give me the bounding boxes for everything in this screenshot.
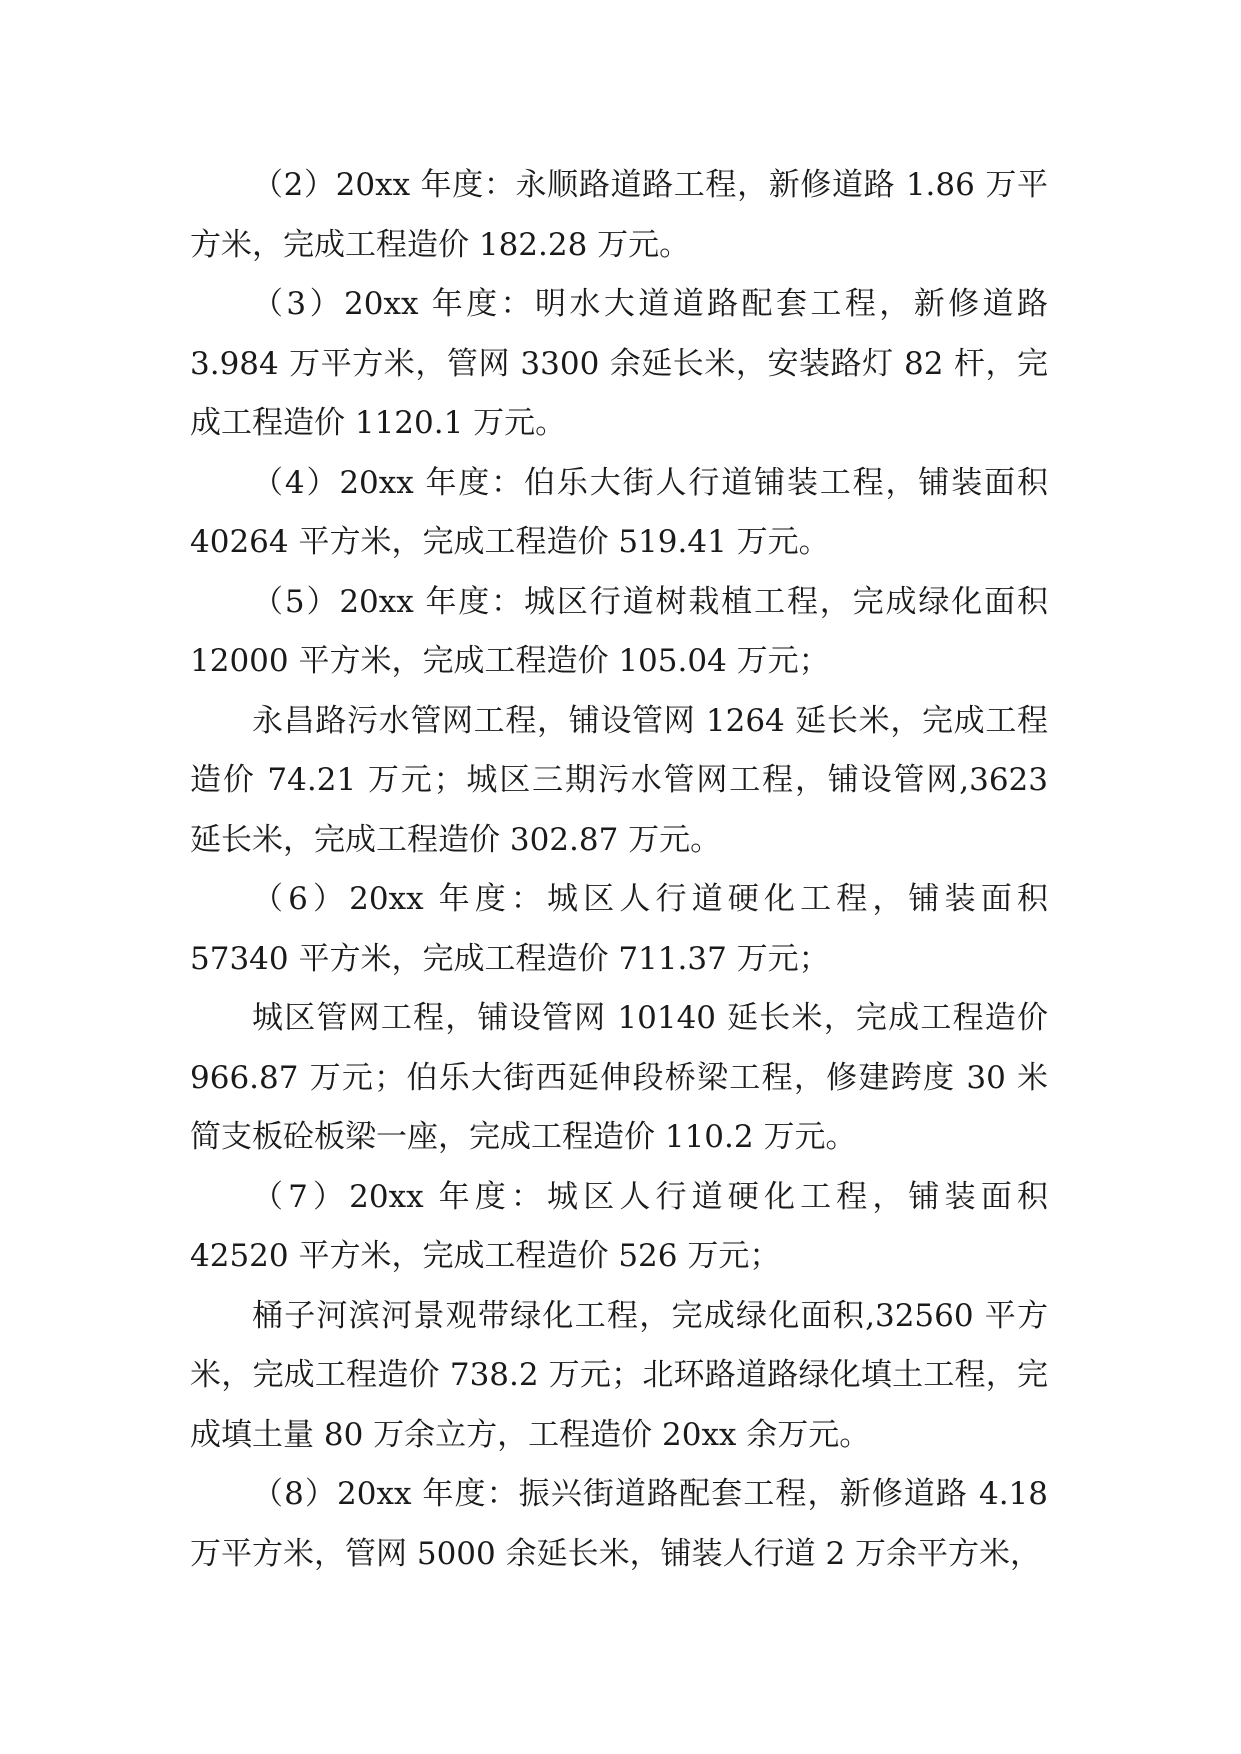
paragraph-item-2: （2）20xx 年度：永顺路道路工程，新修道路 1.86 万平方米，完成工程造价 182.28 万元。 (190, 167, 1048, 263)
paragraph-item-6-continued: 城区管网工程，铺设管网 10140 延长米，完成工程造价 966.87 万元；伯乐大街西延伸段桥梁工程，修建跨度 30 米简支板砼板梁一座，完成工程造价 110.2 万元。 (190, 1000, 1048, 1155)
paragraph-item-4: （4）20xx 年度：伯乐大街人行道铺装工程，铺装面积 40264 平方米，完成工程造价 519.41 万元。 (190, 464, 1048, 560)
paragraph-item-7: （7）20xx 年度：城区人行道硬化工程，铺装面积 42520 平方米，完成工程造价 526 万元； (190, 1178, 1048, 1274)
paragraph-item-5-continued: 永昌路污水管网工程，铺设管网 1264 延长米，完成工程造价 74.21 万元；城区三期污水管网工程，铺设管网,3623 延长米，完成工程造价 302.87 万元。 (190, 702, 1048, 858)
paragraph-item-5: （5）20xx 年度：城区行道树栽植工程，完成绿化面积 12000 平方米，完成工程造价 105.04 万元； (190, 583, 1048, 679)
paragraph-item-7-continued: 桶子河滨河景观带绿化工程，完成绿化面积,32560 平方米，完成工程造价 738.2 万元；北环路道路绿化填土工程，完成填土量 80 万余立方，工程造价 20xx 余万元。 (190, 1297, 1048, 1453)
paragraph-item-8: （8）20xx 年度：振兴街道路配套工程，新修道路 4.18 万平方米，管网 5000 余延长米，铺装人行道 2 万余平方米， (190, 1476, 1048, 1572)
paragraph-item-3: （3）20xx 年度：明水大道道路配套工程，新修道路 3.984 万平方米，管网 3300 余延长米，安装路灯 82 杆，完成工程造价 1120.1 万元。 (190, 286, 1048, 441)
paragraph-item-6: （6）20xx 年度：城区人行道硬化工程，铺装面积 57340 平方米，完成工程造价 711.37 万元； (190, 881, 1048, 977)
document-body (190, 156, 1048, 1584)
